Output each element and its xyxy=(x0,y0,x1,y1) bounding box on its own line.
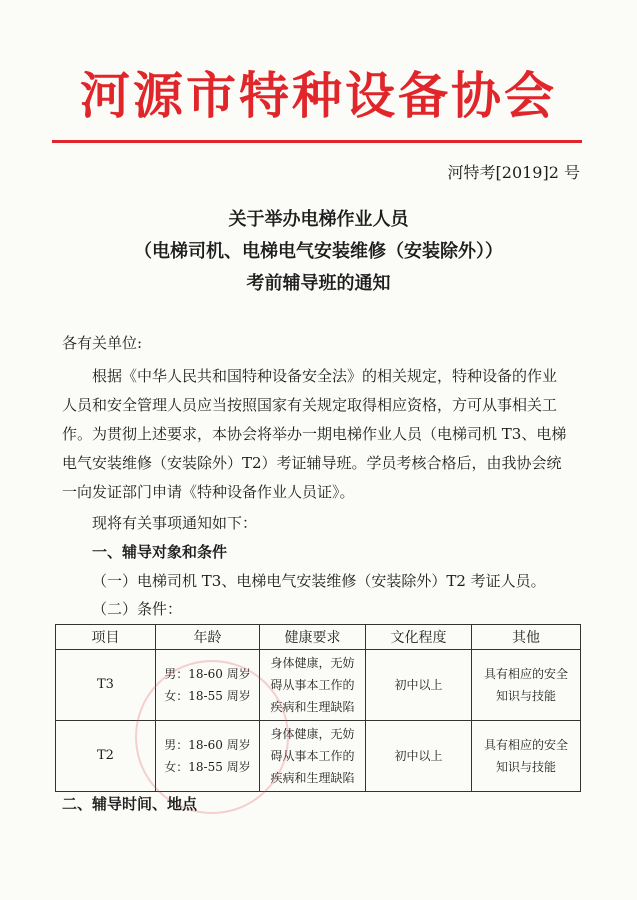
age-female: 女：18-55 周岁 xyxy=(164,760,251,774)
cell-item: T3 xyxy=(56,650,156,721)
cell-age xyxy=(156,721,260,792)
notice-title-line-1: 关于举办电梯作业人员 xyxy=(228,209,409,230)
cell-education: 初中以上 xyxy=(366,650,472,721)
section-1-heading: 一、辅导对象和条件 xyxy=(92,543,228,561)
cell-health xyxy=(260,721,366,792)
age-male: 男：18-60 周岁 xyxy=(164,738,251,752)
condition-item-2: （二）条件： xyxy=(92,600,183,618)
cell-item: T2 xyxy=(56,721,156,792)
section-2-heading: 二、辅导时间、地点 xyxy=(62,795,198,813)
requirements-table xyxy=(55,624,581,792)
paragraph-1-line-4: 电气安装维修（安装除外）T2）考证辅导班。学员考核合格后，由我协会统 xyxy=(62,454,562,472)
paragraph-1-line-2: 人员和安全管理人员应当按照国家有关规定取得相应资格，方可从事相关工 xyxy=(62,396,558,414)
paragraph-1-line-1: 根据《中华人民共和国特种设备安全法》的相关规定，特种设备的作业 xyxy=(92,367,558,385)
health-line: 身体健康，无妨 xyxy=(270,656,355,670)
other-line: 具有相应的安全 xyxy=(483,667,568,681)
letterhead-red-rule xyxy=(52,140,582,143)
header-item: 项目 xyxy=(56,625,156,650)
document-number: 河特考[2019]2 号 xyxy=(447,163,580,182)
table-row xyxy=(56,721,581,792)
health-line: 碍从事本工作的 xyxy=(270,749,355,763)
paragraph-2: 现将有关事项通知如下： xyxy=(92,514,258,532)
health-line: 疾病和生理缺陷 xyxy=(270,771,355,785)
health-line: 疾病和生理缺陷 xyxy=(270,700,355,714)
health-line: 身体健康，无妨 xyxy=(270,727,355,741)
cell-other xyxy=(472,650,581,721)
salutation: 各有关单位: xyxy=(62,334,143,352)
org-letterhead-title: 河源市特种设备协会 xyxy=(80,66,557,125)
cell-age xyxy=(156,650,260,721)
header-other: 其他 xyxy=(472,625,581,650)
health-line: 碍从事本工作的 xyxy=(270,678,355,692)
notice-title-line-2: （电梯司机、电梯电气安装维修（安装除外）） xyxy=(134,241,503,262)
cell-education: 初中以上 xyxy=(366,721,472,792)
other-line: 知识与技能 xyxy=(495,760,556,774)
other-line: 知识与技能 xyxy=(495,689,556,703)
age-male: 男：18-60 周岁 xyxy=(164,667,251,681)
cell-health xyxy=(260,650,366,721)
other-line: 具有相应的安全 xyxy=(483,738,568,752)
table-row xyxy=(56,650,581,721)
paragraph-1-line-5: 一向发证部门申请《特种设备作业人员证》。 xyxy=(62,483,355,501)
notice-title-line-3: 考前辅导班的通知 xyxy=(246,273,391,294)
header-education: 文化程度 xyxy=(366,625,472,650)
header-health: 健康要求 xyxy=(260,625,366,650)
header-age: 年龄 xyxy=(156,625,260,650)
condition-item-1: （一）电梯司机 T3、电梯电气安装维修（安装除外）T2 考证人员。 xyxy=(92,572,546,590)
table-header-row xyxy=(56,625,581,650)
paragraph-1-line-3: 作。为贯彻上述要求，本协会将举办一期电梯作业人员（电梯司机 T3、电梯 xyxy=(62,425,567,443)
cell-other xyxy=(472,721,581,792)
age-female: 女：18-55 周岁 xyxy=(164,689,251,703)
